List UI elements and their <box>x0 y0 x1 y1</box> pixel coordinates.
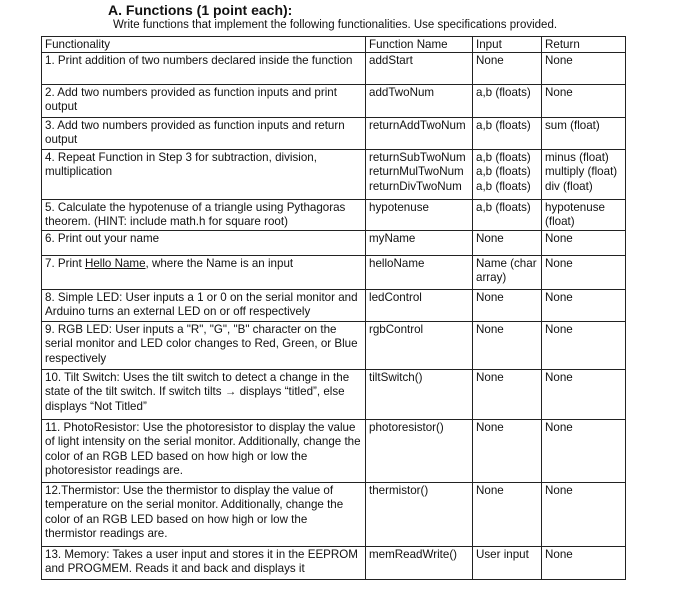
table-row <box>42 118 626 150</box>
function-name-cell: rgbControl <box>366 322 473 370</box>
table-row <box>42 370 626 420</box>
functionality-cell: 3. Add two numbers provided as function inputs and return output <box>42 118 366 150</box>
table-row <box>42 231 626 256</box>
input-cell: None <box>473 370 542 420</box>
function-name-cell: tiltSwitch() <box>366 370 473 420</box>
return-cell <box>542 150 626 200</box>
functionality-cell: 9. RGB LED: User inputs a "R", "G", "B" character on the serial monitor and LED color changes to Red, Green, or Blue respectively <box>42 322 366 370</box>
functionality-cell: 5. Calculate the hypotenuse of a triangle using Pythagoras theorem. (HINT: include math.h for square root) <box>42 200 366 231</box>
header-input: Input <box>473 37 542 53</box>
input-cell: None <box>473 322 542 370</box>
return-cell: None <box>542 85 626 118</box>
return-line: minus (float) <box>545 151 609 165</box>
return-cell: None <box>542 231 626 256</box>
functionality-text: , where the Name is an input <box>145 257 294 271</box>
input-cell: a,b (floats) <box>473 200 542 231</box>
functionality-cell: 13. Memory: Takes a user input and stores it in the EEPROM and PROGMEM. Reads it and back and displays it <box>42 547 366 580</box>
return-line: multiply (float) <box>545 165 618 179</box>
functionality-cell: 4. Repeat Function in Step 3 for subtraction, division, multiplication <box>42 150 366 200</box>
input-cell: None <box>473 290 542 322</box>
table-row <box>42 200 626 231</box>
return-cell: hypotenuse (float) <box>542 200 626 231</box>
return-line: div (float) <box>545 179 593 193</box>
input-line: a,b (floats) <box>476 179 531 193</box>
input-cell: Name (char array) <box>473 256 542 290</box>
input-cell: None <box>473 483 542 547</box>
functionality-cell: 11. PhotoResistor: Use the photoresistor to display the value of light intensity on the serial monitor. Additionally, change the color of an RGB LED based on how high or low the photoresistor readings are. <box>42 420 366 483</box>
table-row <box>42 256 626 290</box>
functions-table <box>41 36 626 580</box>
table-row <box>42 53 626 85</box>
functionality-cell: 6. Print out your name <box>42 231 366 256</box>
table-header-row <box>42 37 626 53</box>
table-row <box>42 420 626 483</box>
functionality-cell: 12.Thermistor: Use the thermistor to display the value of temperature on the serial monitor. Additionally, change the color of an RGB LED based on how high or low the thermistor readings are. <box>42 483 366 547</box>
return-cell: None <box>542 53 626 85</box>
function-name-cell: hypotenuse <box>366 200 473 231</box>
return-cell: None <box>542 256 626 290</box>
input-cell: None <box>473 231 542 256</box>
table-row <box>42 483 626 547</box>
functionality-cell: 10. Tilt Switch: Uses the tilt switch to detect a change in the state of the tilt switch. If switch tilts → displays “titled”, else displays “Not Titled” <box>42 370 366 420</box>
function-name-cell: myName <box>366 231 473 256</box>
table-row <box>42 150 626 200</box>
return-cell: None <box>542 322 626 370</box>
function-name-cell: helloName <box>366 256 473 290</box>
function-name-cell: addTwoNum <box>366 85 473 118</box>
function-name-cell: thermistor() <box>366 483 473 547</box>
table-row <box>42 85 626 118</box>
input-cell: a,b (floats) <box>473 85 542 118</box>
functionality-text: 7. Print <box>45 257 85 271</box>
input-cell: a,b (floats) <box>473 118 542 150</box>
section-heading: A. Functions (1 point each): <box>108 2 293 18</box>
hello-name-underlined: Hello Name <box>84 257 146 271</box>
function-name-cell <box>366 150 473 200</box>
table-row <box>42 290 626 322</box>
return-cell: None <box>542 370 626 420</box>
return-cell: None <box>542 547 626 580</box>
header-function-name: Function Name <box>366 37 473 53</box>
input-line: a,b (floats) <box>476 151 531 165</box>
return-cell: None <box>542 290 626 322</box>
section-instructions: Write functions that implement the following functionalities. Use specifications provided. <box>113 19 558 31</box>
function-name-cell: addStart <box>366 53 473 85</box>
return-cell: None <box>542 420 626 483</box>
functionality-cell: 8. Simple LED: User inputs a 1 or 0 on the serial monitor and Arduino turns an external LED on or off respectively <box>42 290 366 322</box>
functionality-cell: 1. Print addition of two numbers declared inside the function <box>42 53 366 85</box>
function-name-line: returnSubTwoNum <box>369 151 466 165</box>
functionality-cell <box>42 256 366 290</box>
function-name-cell: photoresistor() <box>366 420 473 483</box>
header-return: Return <box>542 37 626 53</box>
return-cell: sum (float) <box>542 118 626 150</box>
return-cell: None <box>542 483 626 547</box>
functionality-cell: 2. Add two numbers provided as function inputs and print output <box>42 85 366 118</box>
function-name-line: returnMulTwoNum <box>369 165 464 179</box>
table-row <box>42 547 626 580</box>
input-line: a,b (floats) <box>476 165 531 179</box>
function-name-cell: returnAddTwoNum <box>366 118 473 150</box>
input-cell: User input <box>473 547 542 580</box>
function-name-cell: ledControl <box>366 290 473 322</box>
input-cell: None <box>473 53 542 85</box>
table-row <box>42 322 626 370</box>
function-name-cell: memReadWrite() <box>366 547 473 580</box>
input-cell <box>473 150 542 200</box>
function-name-line: returnDivTwoNum <box>369 179 462 193</box>
header-functionality: Functionality <box>42 37 366 53</box>
input-cell: None <box>473 420 542 483</box>
